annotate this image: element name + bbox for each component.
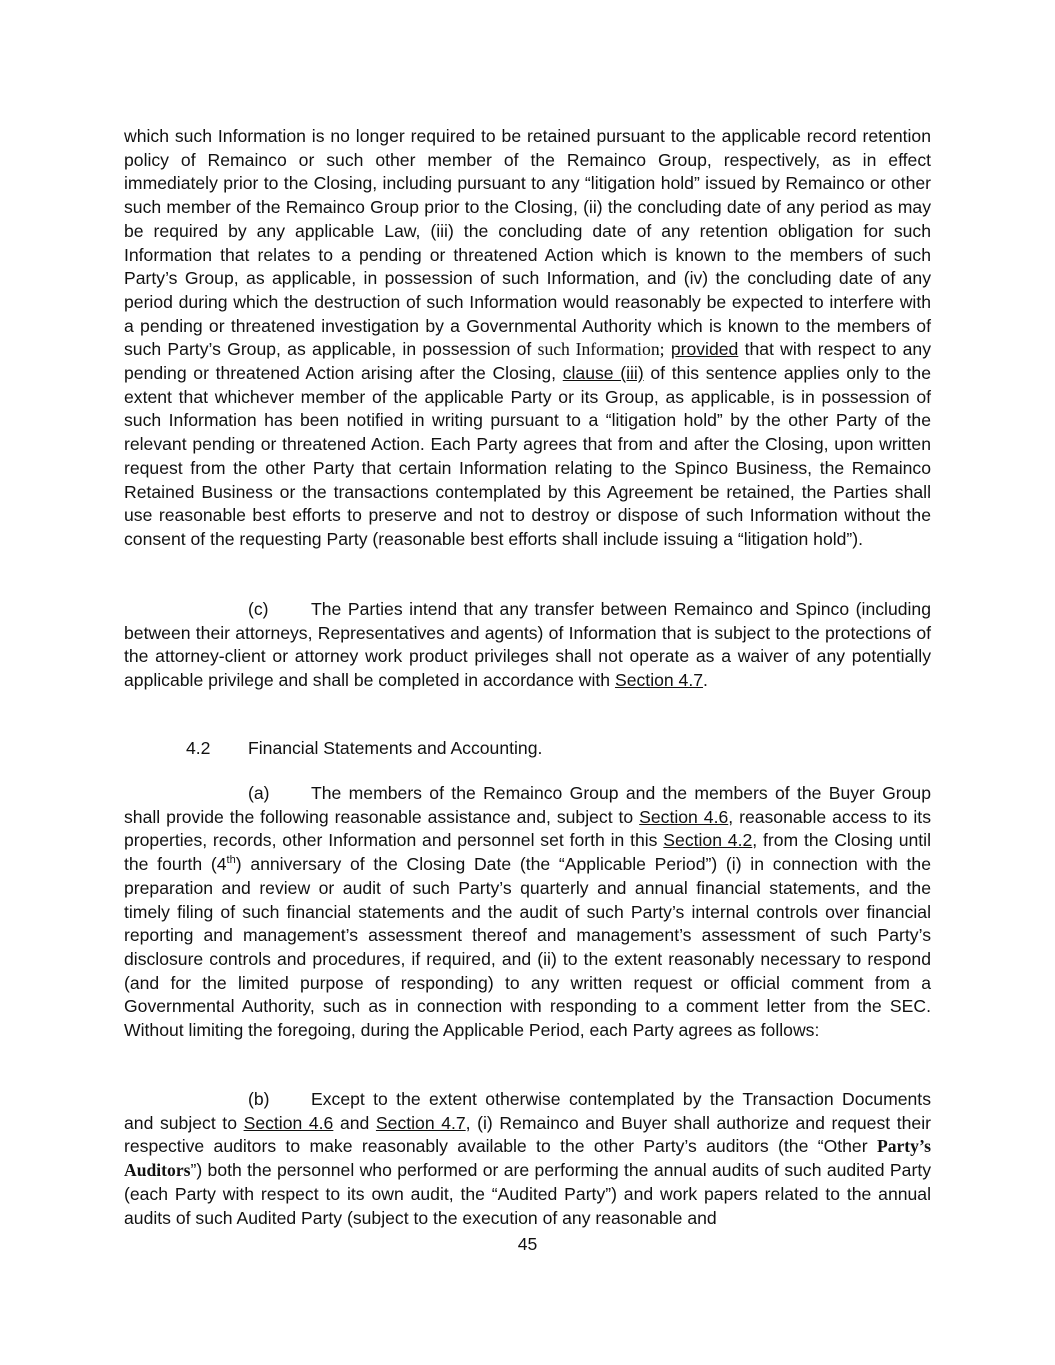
defined-term-provided: provided bbox=[670, 339, 739, 360]
text: , (i) Remainco and Buyer shall authorize and request their respective auditors to make reasonably available to the other Party’s auditors (the “Other bbox=[124, 1112, 931, 1157]
text: ) anniversary of the Closing Date (the “Applicable Period”) (i) in connection with the preparation and review or audit of such Party’s quarterly and annual financial statements, and the timely filing of such financial statements and the audit of such Party’s internal controls over financial reporting and management’s assessment thereof and management’s assessment of such Party’s disclosure controls and procedures, if required, and (ii) to the extent reasonably necessary to respond (and for the limited purpose of responding) to any written request or official comment from a Governmental Authority, such as in connection with responding to a comment letter from the SEC. Without limiting the foregoing, during the Applicable Period, each Party agrees as follows: bbox=[124, 854, 931, 1041]
section-number: 4.2 bbox=[186, 738, 211, 758]
paragraph-label: (a) bbox=[248, 783, 270, 803]
text: ”) both the personnel who performed or are performing the annual audits of such audited Party (each Party with respect to its own audit, the “Audited Party”) and work papers related to the annual audits of such Audited Party (subject to the execution of any reasonable and bbox=[124, 1160, 931, 1228]
clause-reference[interactable]: clause (iii) bbox=[562, 363, 644, 384]
page-number: 45 bbox=[517, 1234, 538, 1254]
section-reference[interactable]: Section 4.2 bbox=[663, 830, 753, 851]
section-title: Financial Statements and Accounting. bbox=[248, 738, 543, 758]
text: that with respect to any pending or threatened Action arising after the Closing, bbox=[124, 339, 931, 384]
defined-term: Party’s Auditors bbox=[124, 1136, 932, 1181]
superscript: th bbox=[226, 854, 236, 867]
text: The members of the Remainco Group and the members of the Buyer Group shall provide the following reasonable assistance and, subject to bbox=[124, 783, 931, 827]
text: such Information; bbox=[537, 339, 665, 360]
section-reference[interactable]: Section 4.6 bbox=[639, 806, 729, 827]
text: , reasonable access to its properties, records, other Information and personnel set forth in this bbox=[124, 806, 931, 851]
paragraph-a bbox=[124, 782, 931, 1043]
text: The Parties intend that any transfer between Remainco and Spinco (including between their attorneys, Representatives and agents) of Information that is subject to the protections of the attorney-client or attorney work product privileges shall not operate as a waiver of any potentially applicable privilege and shall be completed in accordance with bbox=[124, 599, 931, 691]
section-heading-4-2 bbox=[186, 737, 542, 761]
section-reference[interactable]: Section 4.7 bbox=[375, 1112, 466, 1133]
text: . bbox=[703, 670, 708, 691]
paragraph-label: (c) bbox=[248, 599, 269, 619]
paragraph-label: (b) bbox=[248, 1089, 270, 1109]
text: , from the Closing until the fourth (4 bbox=[124, 830, 931, 875]
section-reference[interactable]: Section 4.7 bbox=[614, 670, 704, 691]
text: and bbox=[339, 1112, 370, 1133]
text: of this sentence applies only to the extent that whichever member of the applicable Party or its Group, as applicable, is in possession of such Information has been notified in writing pursuant to a “litigation hold” by the other Party of the relevant pending or threatened Action. Each Party agrees that from and after the Closing, upon written request from the other Party that certain Information relating to the Spinco Business, the Remainco Retained Business or the transactions contemplated by this Agreement be retained, the Parties shall use reasonable best efforts to preserve and not to destroy or dispose of such Information without the consent of the requesting Party (reasonable best efforts shall include issuing a “litigation hold”). bbox=[124, 363, 931, 549]
paragraph-information-retention bbox=[124, 125, 931, 552]
text: which such Information is no longer required to be retained pursuant to the applicable record retention policy of Remainco or such other member of the Remainco Group, respectively, as in effect immediately prior to the Closing, including pursuant to any “litigation hold” issued by Remainco or other such member of the Remainco Group prior to the Closing, (ii) the concluding date of any period as may be required by any applicable Law, (iii) the concluding date of any retention obligation for such Information that relates to a pending or threatened Action which is known to the members of such Party’s Group, as applicable, in possession of such Information, and (iv) the concluding date of any period during which the destruction of such Information would reasonably be expected to interfere with a pending or threatened investigation by a Governmental Authority which is known to the members of such Party’s Group, as applicable, in possession of bbox=[124, 126, 931, 360]
paragraph-b bbox=[124, 1088, 931, 1230]
paragraph-c bbox=[124, 598, 931, 693]
text: Except to the extent otherwise contemplated by the Transaction Documents and subject to bbox=[124, 1089, 931, 1133]
section-reference[interactable]: Section 4.6 bbox=[243, 1112, 334, 1133]
